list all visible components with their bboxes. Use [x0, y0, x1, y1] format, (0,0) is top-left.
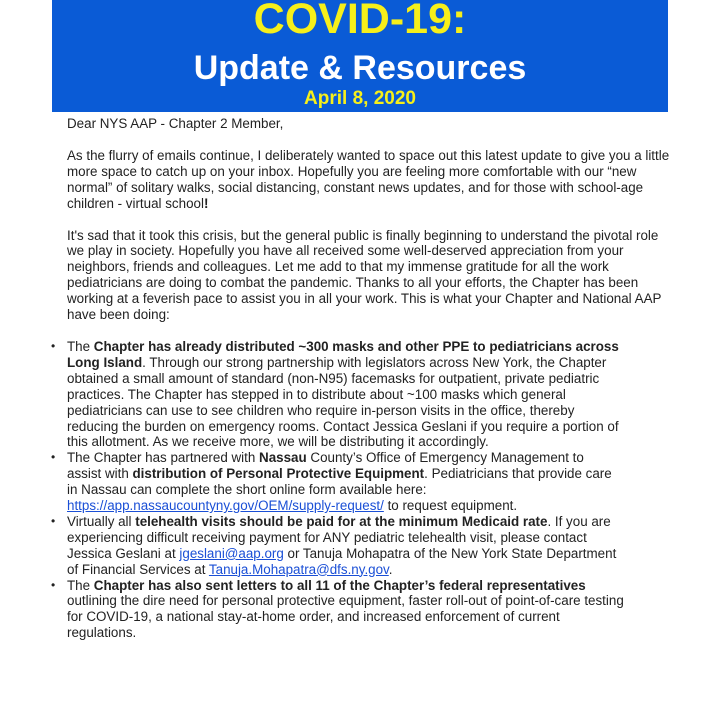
item-text: to request equipment.	[383, 498, 518, 514]
item-highlight: Chapter has also sent letters to all 11 of the Chapter’s federal representatives	[93, 577, 586, 593]
intro-text: As the flurry of emails continue, I deliberately wanted to space out this latest update to give you a little more space to catch up on your inbox. Hopefully you are feeling more comfortable with our “new normal” of solitary walks, social distancing, constant news updates, and for those with school-age children - virtual school	[67, 147, 670, 211]
letter-body	[51, 116, 679, 641]
bullet-marker: •	[51, 338, 56, 353]
item-text: The	[67, 338, 94, 354]
item-highlight: telehealth visits should be paid for at the minimum Medicaid rate	[135, 513, 548, 529]
item-text: The	[67, 577, 94, 593]
item-text: . If you are experiencing difficult receiving payment for ANY pediatric telehealth visit, please contact Jessica Geslani at	[67, 513, 611, 561]
item-text: outlining the dire need for personal protective equipment, faster roll-out of point-of-care testing for COVID-19, a national stay-at-home order, and increased enforcement of current regulations.	[67, 593, 624, 641]
header-banner	[52, 0, 668, 112]
supply-request-link[interactable]: https://app.nassaucountyny.gov/OEM/supply-request/	[67, 498, 384, 514]
bullet-marker: •	[51, 450, 56, 465]
list-item	[51, 513, 619, 578]
intro-exclamation: !	[203, 195, 209, 211]
bullet-marker: •	[51, 577, 56, 592]
item-highlight: Nassau	[259, 450, 307, 466]
list-item	[51, 338, 627, 450]
context-paragraph: It's sad that it took this crisis, but the general public is finally beginning to understand the pivotal role we play in society. Hopefully you have all received some well-deserved appreciation from your neighbors, friends and colleagues. Let me add to that my immense gratitude for all the work pediatricians are doing to combat the pandemic. Thanks to all your efforts, the Chapter has been working at a feverish pace to assist you in all your work. This is what your Chapter and National AAP have been doing:	[67, 227, 662, 323]
item-text: Virtually all	[67, 513, 136, 529]
banner-subtitle: Update & Resources	[193, 49, 527, 87]
list-item	[51, 450, 619, 514]
item-text: County’s Office of Emergency Management to assist with	[67, 450, 584, 482]
list-item	[51, 577, 627, 642]
item-highlight: distribution of Personal Protective Equipment	[132, 466, 425, 482]
item-text: .	[388, 561, 393, 577]
salutation: Dear NYS AAP - Chapter 2 Member,	[67, 116, 284, 131]
item-highlight: Chapter has already distributed ~300 masks and other PPE to pediatricians across Long Island	[67, 338, 619, 370]
geslani-email-link[interactable]: jgeslani@aap.org	[179, 545, 284, 561]
mohapatra-email-link[interactable]: Tanuja.Mohapatra@dfs.ny.gov	[208, 561, 389, 577]
item-text: . Through our strong partnership with legislators across New York, the Chapter obtained a small amount of standard (non-N95) facemasks for outpatient, private pediatric practices. The Chapter has stepped in to distribute about ~100 masks which general pediatricians can use to see children who require in-person visits in the office, thereby reducing the burden on emergency rooms. Contact Jessica Geslani if you require a portion of this allotment. As we receive more, we will be distributing it accordingly.	[67, 354, 619, 450]
bullet-marker: •	[51, 513, 56, 528]
item-text: or Tanuja Mohapatra of the New York State Department of Financial Services at	[67, 545, 617, 577]
intro-paragraph	[67, 148, 679, 212]
item-text: . Pediatricians that provide care in Nassau can complete the short online form available here:	[67, 466, 612, 498]
banner-date: April 8, 2020	[304, 88, 416, 109]
banner-title: COVID-19:	[253, 0, 467, 43]
item-text: The Chapter has partnered with	[67, 450, 260, 466]
